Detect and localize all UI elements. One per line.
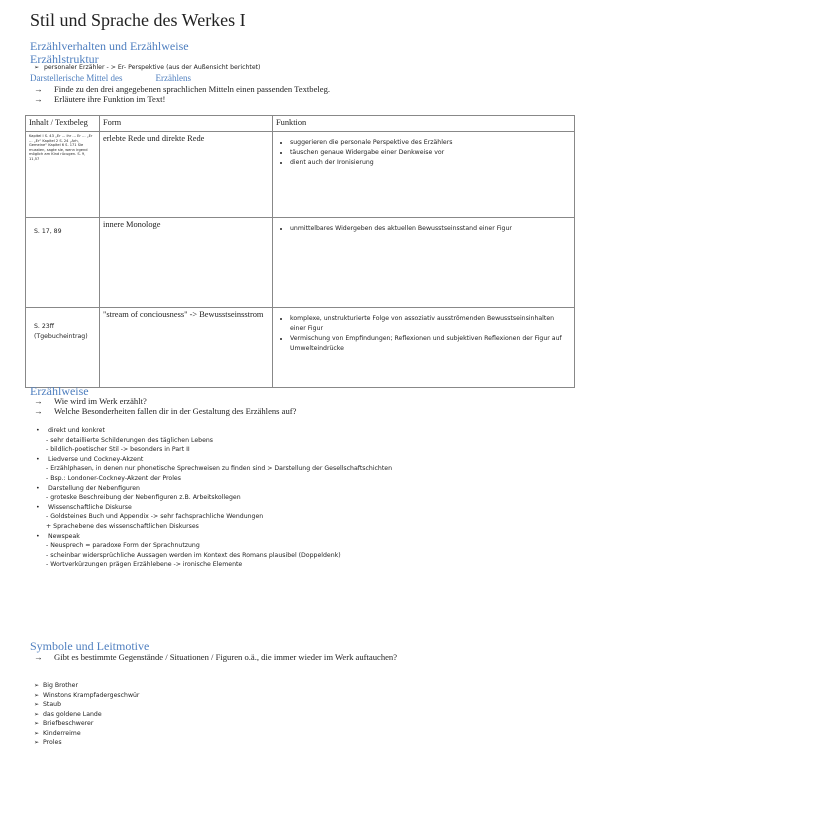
cell-beleg: Kapitel I S. 43 „Er … ihr … Er … „Er … „Er“ Kapitel 2 S. 24 „Arh, Gemeine“ Kapitel 6 S. 171 Sie mussten, sagte sie, wenn irgend möglich am Kind rücugen. S. 9, 11,57 (26, 132, 100, 218)
arrow-icon: → (34, 396, 43, 406)
funktion-item: • Vermischung von Empfindungen; Reflexionen und subjektiven Reflexionen der Figur auf Umwelteindrücke (290, 334, 571, 354)
list-item: ➢ Briefbeschwerer (34, 719, 139, 729)
subheading-erzaehlstruktur: Erzählstruktur (30, 52, 99, 66)
arrow-icon: → (34, 406, 43, 416)
cell-funktion (273, 132, 575, 218)
list-item: - groteske Beschreibung der Nebenfiguren z.B. Arbeitskollegen (46, 494, 241, 502)
table-row (26, 218, 575, 308)
section-heading-symbole: Symbole und Leitmotive (30, 639, 150, 653)
cell-funktion (273, 308, 575, 388)
list-item: • Wissenschaftliche Diskurse (36, 503, 392, 513)
list-item: - sehr detaillierte Schilderungen des täglichen Lebens (46, 436, 214, 444)
cell-beleg: S. 17, 89 (26, 218, 100, 308)
list-item: • direkt und konkret (36, 426, 392, 436)
funktion-item: • komplexe, unstrukturierte Folge von assoziativ ausströmenden Bewusstseinsinhalten einer Figur (290, 314, 571, 334)
list-item: - Goldsteines Buch und Appendix -> sehr fachsprachliche Wendungen (46, 513, 264, 521)
header-inhalt: Inhalt / Textbeleg (26, 116, 100, 132)
list-item: ➢ das goldene Lande (34, 710, 139, 720)
arrow-icon: → (34, 652, 43, 662)
list-item: • Liedverse und Cockney-Akzent (36, 455, 392, 465)
funktion-item: • täuschen genaue Widergabe einer Denkweise vor (290, 148, 571, 158)
list-item: - Erzählphasen, in denen nur phonetische Sprechweisen zu finden sind > Darstellung der Gesellschaftschichten (46, 465, 393, 473)
header-funktion: Funktion (273, 116, 575, 132)
question-line-symbole: → Gibt es bestimmte Gegenstände / Situationen / Figuren o.ä., die immer wieder im Werk auftauchen? (30, 652, 397, 662)
table-row (26, 132, 575, 218)
list-item: • Newspeak (36, 532, 392, 542)
list-item: ➢ Big Brother (34, 681, 139, 691)
question-line-2: → Welche Besonderheiten fallen dir in der Gestaltung des Erzählens auf? (30, 406, 296, 416)
task-line-1: → Finde zu den drei angegebenen sprachlichen Mitteln einen passenden Textbeleg. (30, 84, 330, 94)
list-item: - scheinbar widersprüchliche Aussagen werden im Kontext des Romans plausibel (Doppeldenk) (46, 551, 341, 559)
funktion-item: • suggerieren die personale Perspektive des Erzählers (290, 138, 571, 148)
cell-funktion (273, 218, 575, 308)
cell-beleg: S. 23ff (Tgebucheintrag) (26, 308, 100, 388)
cell-form: erlebte Rede und direkte Rede (100, 132, 273, 218)
list-item: - Neusprech = paradoxe Form der Sprachnutzung (46, 542, 200, 550)
funktion-item: • dient auch der Ironisierung (290, 158, 571, 168)
arrow-icon: → (34, 84, 43, 94)
subheading-darstellerische-mittel: Darstellerische Mittel des Erzählens (30, 73, 191, 83)
question-line-1: → Wie wird im Werk erzählt? (30, 396, 147, 406)
section-heading-erzaehlverhalten: Erzählverhalten und Erzählweise (30, 39, 189, 53)
arrowhead-bullet-icon: ➢ (34, 64, 40, 71)
list-item: ➢ Proles (34, 738, 139, 748)
stilmittel-table (25, 115, 575, 388)
task-line-2: → Erläutere ihre Funktion im Text! (30, 94, 165, 104)
structure-item: ➢ personaler Erzähler - > Er- Perspektive (aus der Außensicht berichtet) (34, 64, 261, 71)
page-title: Stil und Sprache des Werkes I (30, 10, 246, 30)
section-heading-erzaehlweise: Erzählweise (30, 384, 89, 398)
cell-form: innere Monologe (100, 218, 273, 308)
symbole-list (34, 681, 139, 748)
table-row (26, 308, 575, 388)
list-item: - Wortverkürzungen prägen Erzählebene -> ironische Elemente (46, 561, 243, 569)
list-item: - bildlich-poetischer Stil -> besonders in Part II (46, 446, 190, 454)
header-form: Form (100, 116, 273, 132)
list-item: ➢ Winstons Krampfadergeschwür (34, 691, 139, 701)
list-item: - Bsp.: Londoner-Cockney-Akzent der Proles (46, 474, 181, 482)
list-item: • Darstellung der Nebenfiguren (36, 484, 392, 494)
arrow-icon: → (34, 94, 43, 104)
list-item: ➢ Staub (34, 700, 139, 710)
list-item: + Sprachebene des wissenschaftlichen Diskurses (46, 522, 199, 530)
list-item: ➢ Kinderreime (34, 729, 139, 739)
cell-form: "stream of conciousness" -> Bewusstseinsstrom (100, 308, 273, 388)
funktion-item: • unmittelbares Widergeben des aktuellen Bewusstseinsstand einer Figur (290, 224, 571, 234)
erzaehlweise-list (36, 426, 392, 570)
table-header-row (26, 116, 575, 132)
